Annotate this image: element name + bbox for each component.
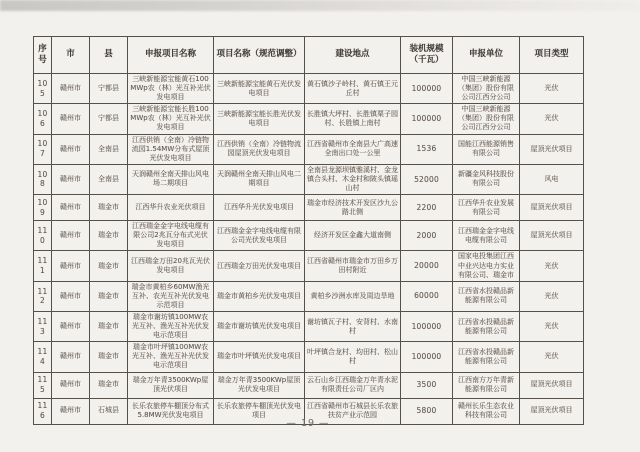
table-cell: 瑞金市经济技术开发区沙九公路北侧 xyxy=(305,195,401,221)
table-row xyxy=(34,311,584,341)
pv-projects-table xyxy=(33,36,584,425)
table-cell: 光伏 xyxy=(520,251,584,281)
table-cell: 长乐农旅停车棚顶光伏发电项目 xyxy=(214,398,305,424)
table-cell: 114 xyxy=(34,342,52,372)
table-cell: 瑞金市 xyxy=(90,311,128,341)
table-cell: 天润赣州全南天排山风电场二期项目 xyxy=(128,164,214,194)
table-cell: 瑞金市 xyxy=(90,221,128,251)
table-row xyxy=(34,221,584,251)
table-cell: 赣州市 xyxy=(52,311,90,341)
table-cell: 江西瑞金金字电线电缆有限公司光伏发电项目 xyxy=(214,221,305,251)
table-cell: 瑞金市谢坊镇100MW农光互补、渔光互补光伏发电示范项目 xyxy=(128,311,214,341)
table-cell: 黄柏乡沙洲水库及周边旱地 xyxy=(305,281,401,311)
table-cell: 光伏 xyxy=(520,74,584,104)
table-cell: 三峡新能源宝能长胜光伏发电项目 xyxy=(214,104,305,134)
table-cell: 赣州市 xyxy=(52,164,90,194)
table-cell: 赣州市 xyxy=(52,342,90,372)
table-cell: 100000 xyxy=(401,104,453,134)
table-cell: 全南县龙源坝镇雅溪村、金龙镇合头村、木金村和陂头镇瑶山村 xyxy=(305,164,401,194)
table-cell: 江西省水投赣品新能源有限公司 xyxy=(453,342,520,372)
table-cell: 江西华升农业光伏项目 xyxy=(128,195,214,221)
table-cell: 1536 xyxy=(401,134,453,164)
column-header: 项目名称（规范调整） xyxy=(214,37,305,74)
table-cell: 全南县 xyxy=(90,164,128,194)
table-cell: 瑞金市 xyxy=(90,195,128,221)
table-cell: 赣州市 xyxy=(52,104,90,134)
table-cell: 赣州市 xyxy=(52,398,90,424)
table-cell: 赣州市 xyxy=(52,74,90,104)
table-cell: 光伏 xyxy=(520,342,584,372)
table-cell: 江西省水投赣品新能源有限公司 xyxy=(453,311,520,341)
table-cell: 108 xyxy=(34,164,52,194)
table-cell: 瑞金市黄柏乡60MW渔光互补、农光互补光伏发电示范项目 xyxy=(128,281,214,311)
table-cell: 全南县 xyxy=(90,134,128,164)
table-cell: 2000 xyxy=(401,221,453,251)
table-cell: 江西瑞金金字电线电缆有限公司2兆瓦分布式光伏发电项目 xyxy=(128,221,214,251)
column-header: 项目类型 xyxy=(520,37,584,74)
table-cell: 107 xyxy=(34,134,52,164)
table-cell: 江西瑞金万田20兆瓦光伏发电项目 xyxy=(128,251,214,281)
table-cell: 20000 xyxy=(401,251,453,281)
table-cell: 112 xyxy=(34,281,52,311)
table-cell: 长胜镇大坪村、长胜镇栗子园村、长胜镇上南村 xyxy=(305,104,401,134)
column-header: 申报单位 xyxy=(453,37,520,74)
table-cell: 100000 xyxy=(401,74,453,104)
table-cell: 屋顶光伏项目 xyxy=(520,134,584,164)
table-cell: 江西华升光伏发电项目 xyxy=(214,195,305,221)
table-cell: 长乐农旅停车棚顶分布式5.8MW光伏发电项目 xyxy=(128,398,214,424)
table-cell: 光伏 xyxy=(520,104,584,134)
table-row xyxy=(34,134,584,164)
table-row xyxy=(34,74,584,104)
table-cell: 新疆金风科技股份有限公司 xyxy=(453,164,520,194)
table-cell: 105 xyxy=(34,74,52,104)
table-cell: 宁都县 xyxy=(90,74,128,104)
table-row xyxy=(34,195,584,221)
table-cell: 2200 xyxy=(401,195,453,221)
page-number: — 19 — xyxy=(286,418,330,429)
table-cell: 115 xyxy=(34,372,52,398)
table-cell: 瑞金市 xyxy=(90,372,128,398)
table-cell: 三峡新能源宝能黄石100MWp农（林）光互补光伏发电项目 xyxy=(128,74,214,104)
table-cell: 江西供销（全南）冷链物流园1.54MW分布式屋顶光伏发电项目 xyxy=(128,134,214,164)
column-header: 申报项目名称 xyxy=(128,37,214,74)
table-cell: 109 xyxy=(34,195,52,221)
table-cell: 三峡新能源宝能黄石光伏发电项目 xyxy=(214,74,305,104)
table-cell: 瑞金市叶坪镇100MW农光互补、渔光互补光伏发电示范项目 xyxy=(128,342,214,372)
table-row xyxy=(34,372,584,398)
table-body xyxy=(34,74,584,425)
table-cell: 瑞金市谢坊镇光伏发电项目 xyxy=(214,311,305,341)
column-header: 市 xyxy=(52,37,90,74)
table-cell: 瑞金市 xyxy=(90,251,128,281)
table-cell: 赣州市 xyxy=(52,134,90,164)
table-cell: 屋顶光伏项目 xyxy=(520,221,584,251)
table-cell: 江西省水投赣品新能源有限公司 xyxy=(453,281,520,311)
table-cell: 瑞金万年青3500KWp屋顶光伏发电项目 xyxy=(214,372,305,398)
table-cell: 赣州长乐生态农业科技有限公司 xyxy=(453,398,520,424)
table-cell: 110 xyxy=(34,221,52,251)
table-cell: 江西瑞金万田光伏发电项目 xyxy=(214,251,305,281)
table-row xyxy=(34,164,584,194)
column-header: 县 xyxy=(90,37,128,74)
table-cell: 江西南方万年青新能源有限公司 xyxy=(453,372,520,398)
table-cell: 江西省赣州市瑞金市万田乡万田村附近 xyxy=(305,251,401,281)
table-cell: 江西华升农业发展有限公司 xyxy=(453,195,520,221)
table-cell: 光伏 xyxy=(520,281,584,311)
table-cell: 111 xyxy=(34,251,52,281)
table-cell: 106 xyxy=(34,104,52,134)
column-header: 装机规模（千瓦） xyxy=(401,37,453,74)
table-cell: 风电 xyxy=(520,164,584,194)
table-cell: 赣州市 xyxy=(52,195,90,221)
table-cell: 赣州市 xyxy=(52,221,90,251)
table-cell: 江西省赣州市石城县长乐农旅扶贫产业示范园 xyxy=(305,398,401,424)
table-cell: 三峡新能源宝能长胜100MWp农（林）光互补光伏发电项目 xyxy=(128,104,214,134)
table-cell: 石城县 xyxy=(90,398,128,424)
table-cell: 赣州市 xyxy=(52,281,90,311)
scan-artifact-band xyxy=(0,0,640,11)
header-row xyxy=(34,37,584,74)
table-row xyxy=(34,281,584,311)
table-header xyxy=(34,37,584,74)
table-cell: 国能江西能源销售有限公司 xyxy=(453,134,520,164)
table-cell: 黄石镇沙子岭村、黄石镇王元丘村 xyxy=(305,74,401,104)
table-cell: 叶坪镇合龙村、均田村、松山村 xyxy=(305,342,401,372)
table-cell: 屋顶光伏项目 xyxy=(520,195,584,221)
table-cell: 中国三峡新能源（集团）股份有限公司江西分公司 xyxy=(453,104,520,134)
table-cell: 瑞金万年青3500KWp屋顶光伏项目 xyxy=(128,372,214,398)
table-cell: 瑞金市黄柏乡光伏发电项目 xyxy=(214,281,305,311)
table-cell: 屋顶光伏项目 xyxy=(520,372,584,398)
table-cell: 江西省赣州市全南县大广高速全南出口处一公里 xyxy=(305,134,401,164)
table-cell: 5800 xyxy=(401,398,453,424)
table-cell: 116 xyxy=(34,398,52,424)
table-cell: 江西瑞金金字电线电缆有限公司 xyxy=(453,221,520,251)
table-row xyxy=(34,104,584,134)
table-cell: 中国三峡新能源（集团）股份有限公司江西分公司 xyxy=(453,74,520,104)
table-cell: 113 xyxy=(34,311,52,341)
table-cell: 江西供销（全南）冷链物流园屋顶光伏发电项目 xyxy=(214,134,305,164)
table-cell: 瑞金市 xyxy=(90,342,128,372)
table-cell: 经济开发区金鑫大道南侧 xyxy=(305,221,401,251)
column-header: 建设地点 xyxy=(305,37,401,74)
table-cell: 云石山乡江西瑞金万年青水泥有限责任公司厂区内 xyxy=(305,372,401,398)
table-cell: 52000 xyxy=(401,164,453,194)
table-cell: 光伏 xyxy=(520,311,584,341)
table-row xyxy=(34,251,584,281)
table-cell: 赣州市 xyxy=(52,251,90,281)
table-cell: 3500 xyxy=(401,372,453,398)
column-header: 序号 xyxy=(34,37,52,74)
table-cell: 瑞金市 xyxy=(90,281,128,311)
table-cell: 宁都县 xyxy=(90,104,128,134)
table-row xyxy=(34,342,584,372)
table-cell: 100000 xyxy=(401,342,453,372)
table-cell: 赣州市 xyxy=(52,372,90,398)
table-cell: 国家电投集团江西中业兴达电力实业有限公司、瑞金市 xyxy=(453,251,520,281)
table-cell: 天润赣州全南天排山风电二期项目 xyxy=(214,164,305,194)
table-cell: 谢坊镇瓦子村、安背村、水南村 xyxy=(305,311,401,341)
table-cell: 屋顶光伏项目 xyxy=(520,398,584,424)
table-cell: 60000 xyxy=(401,281,453,311)
table-cell: 100000 xyxy=(401,311,453,341)
table-cell: 瑞金市叶坪镇光伏发电项目 xyxy=(214,342,305,372)
